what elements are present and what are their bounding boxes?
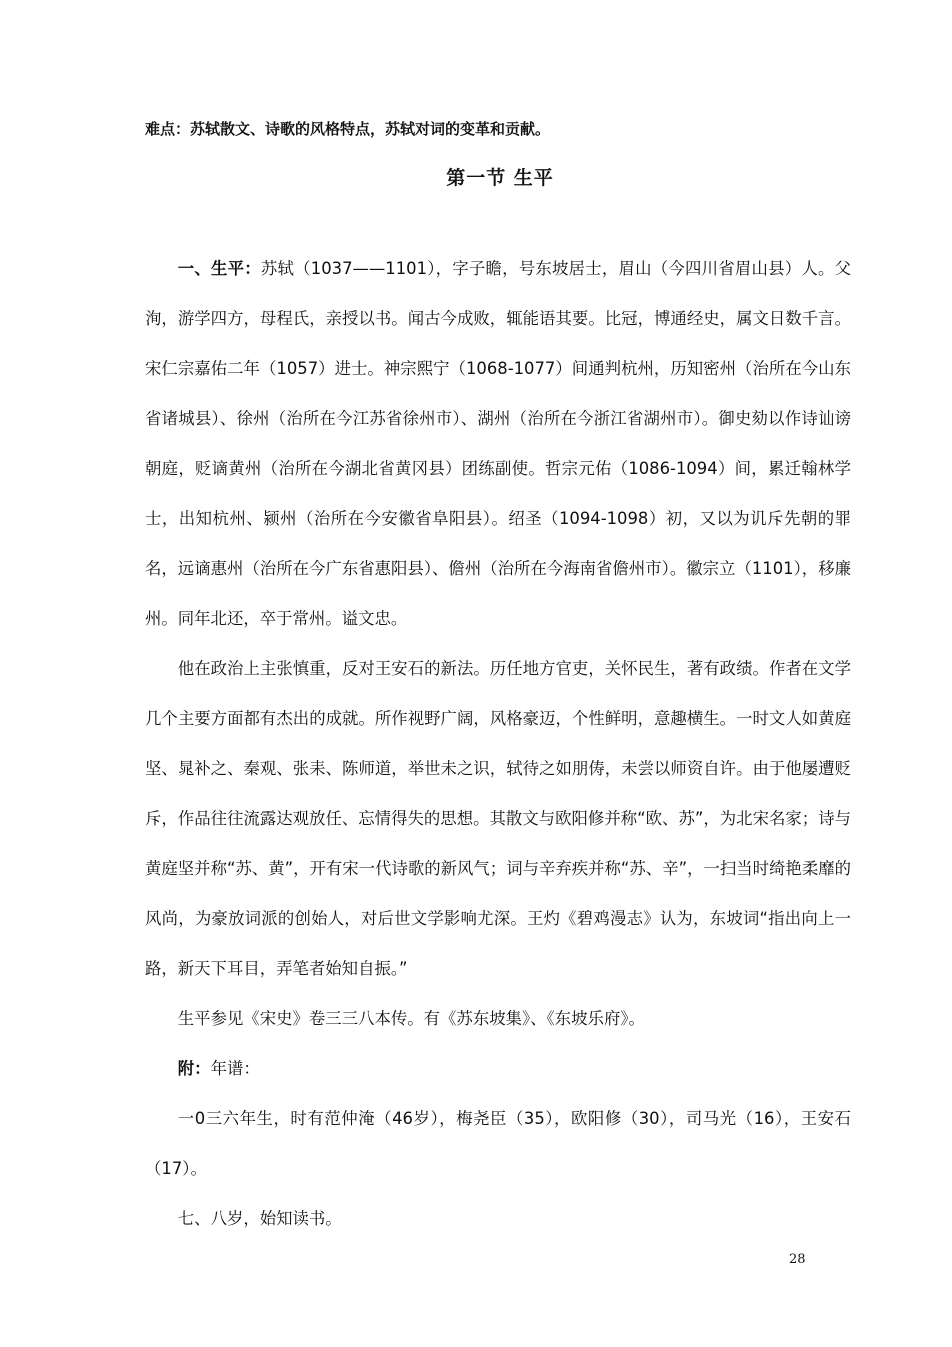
difficulty-note: 难点：苏轼散文、诗歌的风格特点，苏轼对词的变革和贡献。 <box>145 120 551 138</box>
biography-heading: 一、生平： <box>177 259 261 278</box>
politics-paragraph: 他在政治上主张慎重，反对王安石的新法。历任地方官吏，关怀民生，著有政绩。作者在文学几个主要方面都有杰出的成就。所作视野广阔，风格豪迈，个性鲜明，意趣横生。一时文人如黄庭坚、晁补之、秦观、张耒、陈师道，举世未之识，轼待之如朋俦，未尝以师资自许。由于他屡遭贬斥，作品往往流露达观放任、忘情得失的思想。其散文与欧阳修并称“欧、苏”，为北宋名家；诗与黄庭坚并称“苏、黄”，开有宋一代诗歌的新风气；词与辛弃疾并称“苏、辛”，一扫当时绮艳柔靡的风尚，为豪放词派的创始人，对后世文学影响尤深。王灼《碧鸡漫志》认为，东坡词“指出向上一路，新天下耳目，弄笔者始知自振。” <box>145 659 851 978</box>
appendix-paragraph <box>145 1044 851 1094</box>
chronology-item: 一0三六年生，时有范仲淹（46岁），梅尧臣（35），欧阳修（30），司马光（16），王安石（17）。 <box>145 1109 851 1178</box>
biography-paragraph <box>145 244 851 644</box>
page-number: 28 <box>789 1252 806 1267</box>
biography-text: 苏轼（1037——1101），字子瞻，号东坡居士，眉山（今四川省眉山县）人。父洵，游学四方，母程氏，亲授以书。闻古今成败，辄能语其要。比冠，博通经史，属文日数千言。宋仁宗嘉佑二年（1057）进士。神宗熙宁（1068-1077）间通判杭州，历知密州（治所在今山东省诸城县）、徐州（治所在今江苏省徐州市）、湖州（治所在今浙江省湖州市）。御史劾以作诗讪谤朝庭，贬谪黄州（治所在今湖北省黄冈县）团练副使。哲宗元佑（1086-1094）间，累迁翰林学士，出知杭州、颍州（治所在今安徽省阜阳县）。绍圣（1094-1098）初，又以为讥斥先朝的罪名，远谪惠州（治所在今广东省惠阳县）、儋州（治所在今海南省儋州市）。徽宗立（1101），移廉州。同年北还，卒于常州。谥文忠。 <box>145 259 851 628</box>
appendix-text: 年谱： <box>210 1059 260 1078</box>
section-title: 第一节 生平 <box>446 167 554 189</box>
appendix-label: 附： <box>177 1059 211 1078</box>
references-paragraph: 生平参见《宋史》卷三三八本传。有《苏东坡集》、《东坡乐府》。 <box>177 1009 645 1028</box>
chronology-item: 七、八岁，始知读书。 <box>177 1209 342 1228</box>
body-text <box>145 244 851 1244</box>
